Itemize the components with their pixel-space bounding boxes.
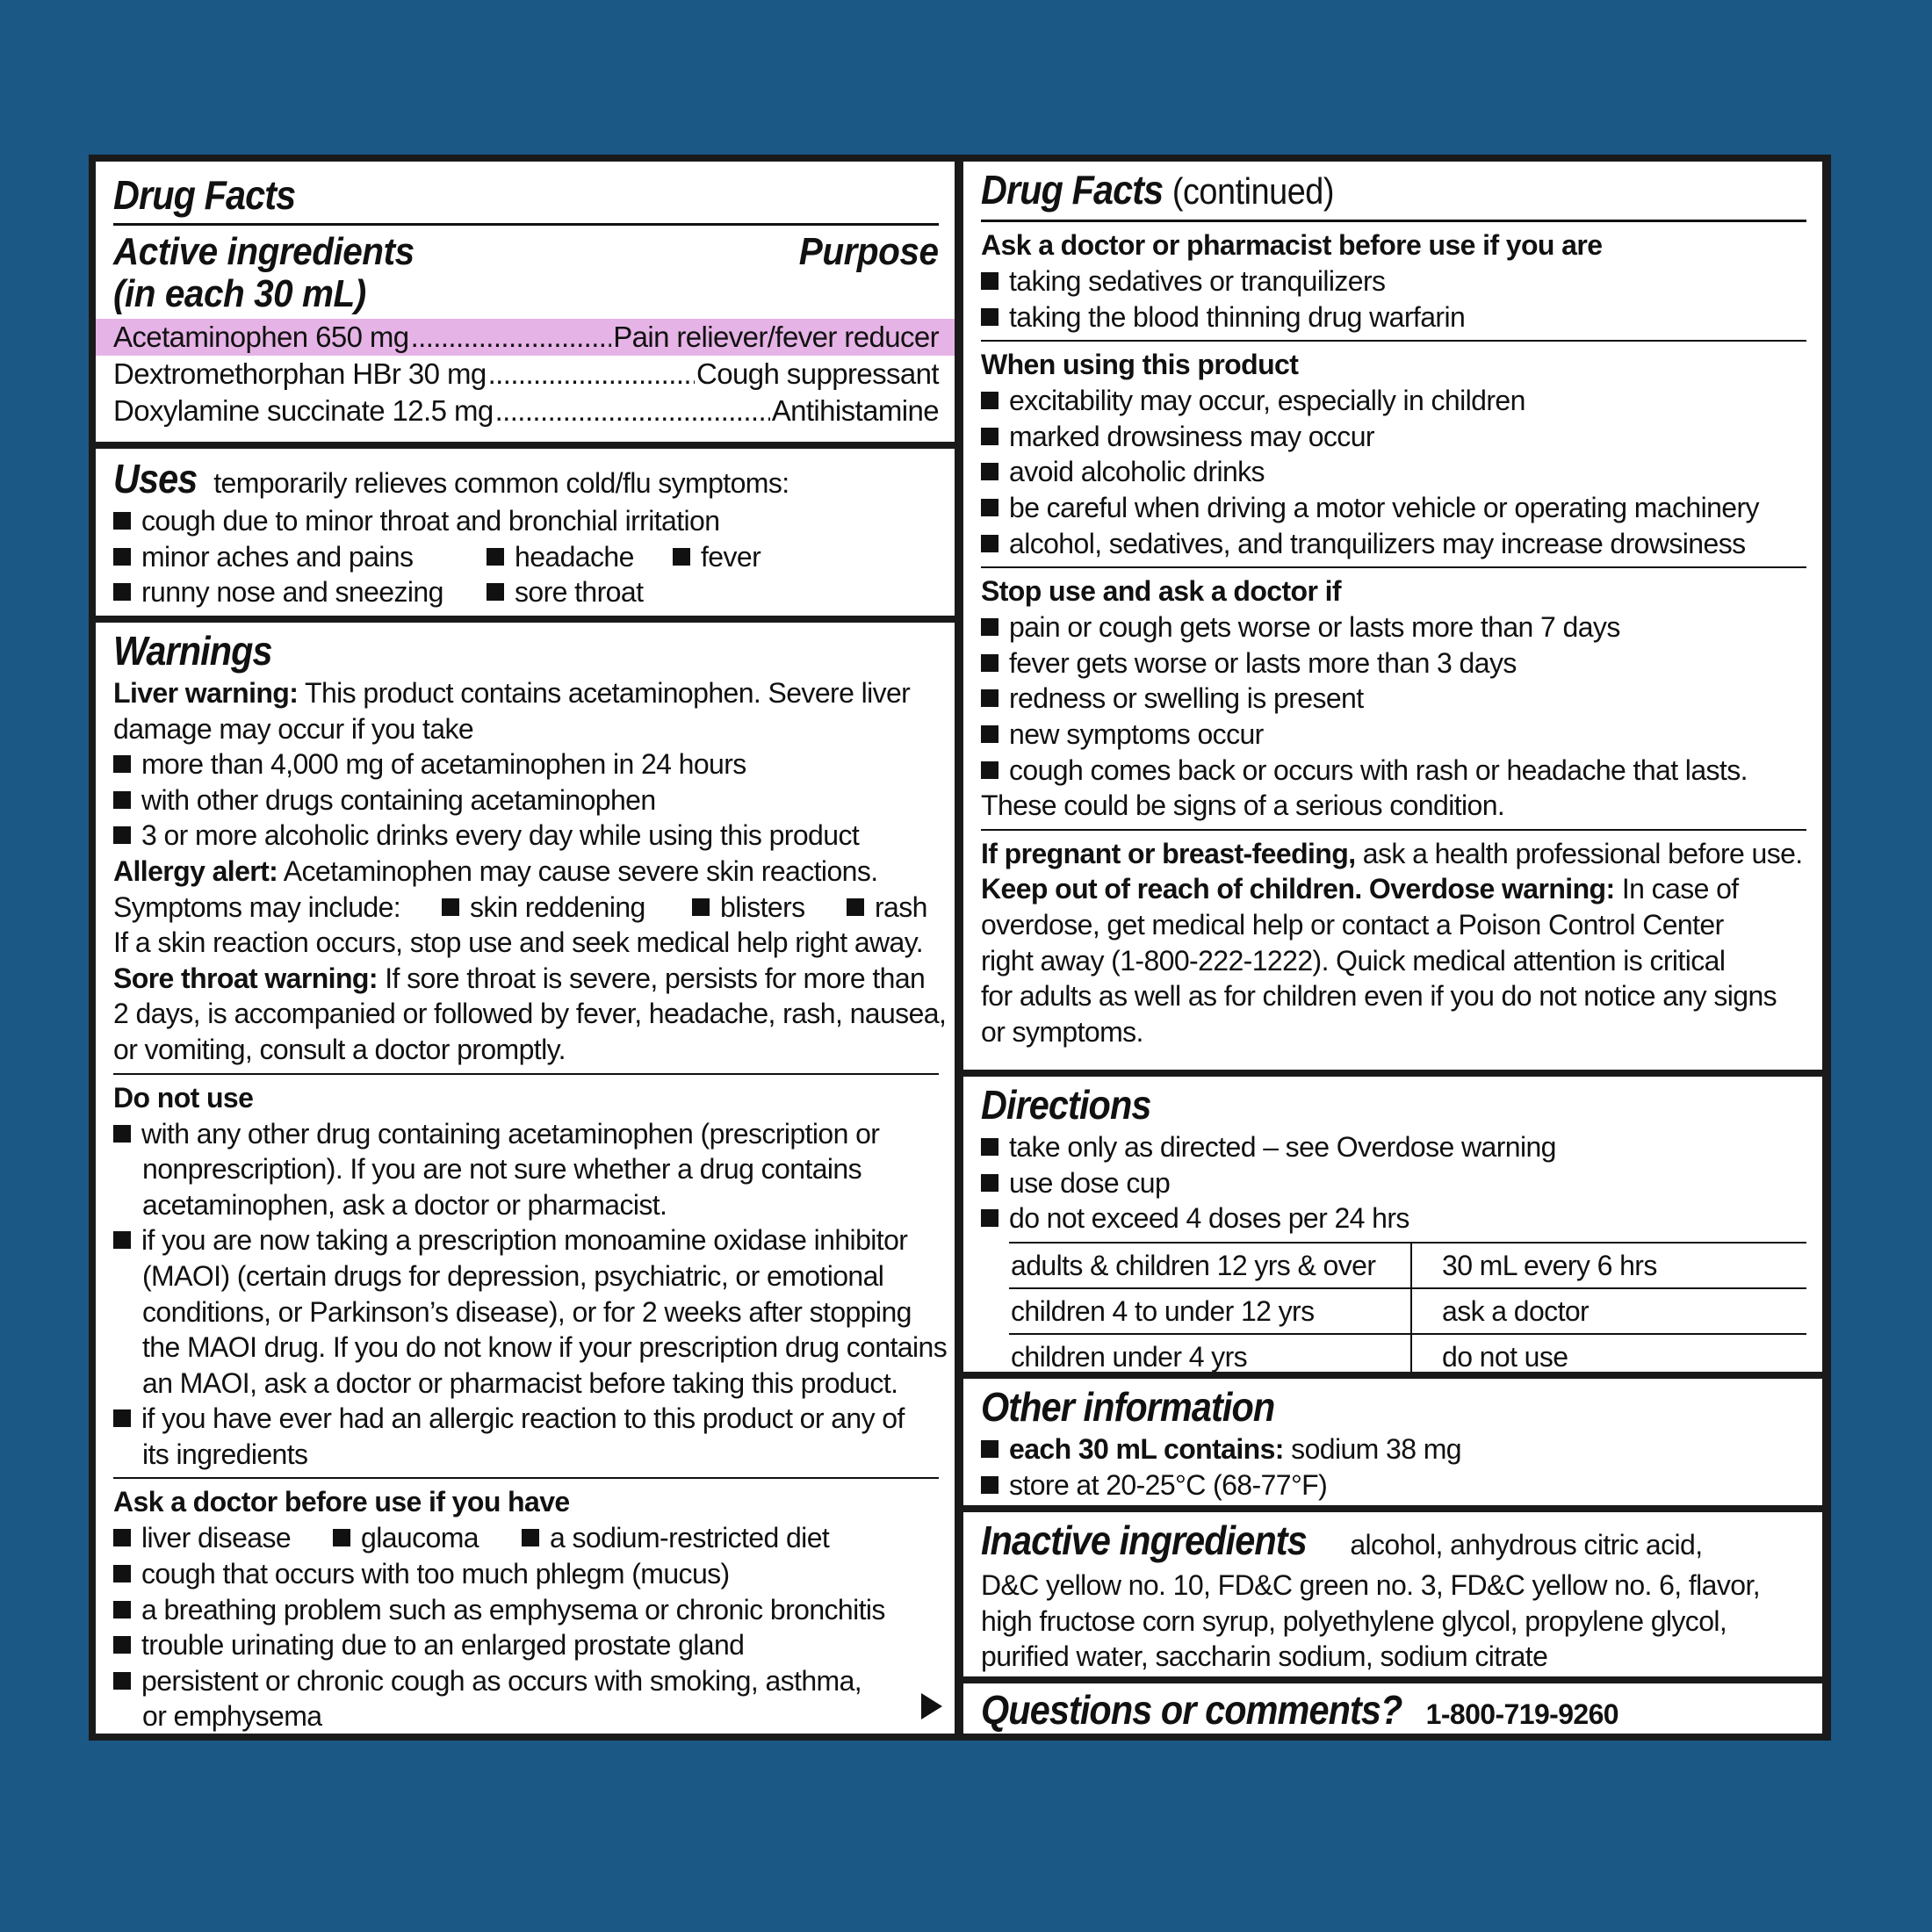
divider [981,340,1806,342]
list-item: taking the blood thinning drug warfarin [981,299,1806,335]
allergy-alert-label: Allergy alert: [113,854,278,887]
other-information-heading: Other information [981,1384,1275,1430]
inactive-ingredients-heading: Inactive ingredients [981,1517,1307,1563]
uses-intro: temporarily relieves common cold/flu symptoms: [213,467,789,499]
ingredient-name: Acetaminophen 650 mg [113,321,409,353]
drug-facts-title: Drug Facts [113,172,296,218]
divider [981,220,1806,222]
when-using-heading: When using this product [981,349,1299,381]
active-ingredients-subheading: (in each 30 mL) [113,272,366,315]
list-item: trouble urinating due to an enlarged prostate gland [113,1627,939,1663]
list-item: cough due to minor throat and bronchial irritation [113,503,939,539]
ingredient-purpose: Cough suppressant [696,357,939,390]
warnings-box: Warnings Liver warning: This product contains acetaminophen. Severe liver damage may occur if you take more than 4,000 mg of acetaminophen in 24 hours with other drugs containing acetaminophen 3 or more alcoholic drinks every day while using this product Allergy alert: Acetaminophen may cause severe skin reactions. Symptoms may include: skin reddening blisters rash If a skin reaction occurs, stop use and seek medical help right away. Sore throat warning: If sore throat is severe, persists for more than 2 days, is accompanied or followed by fever, headache, rash, nausea, or vomiting, consult a doctor promptly. Do not use with any other drug containing acetaminophen (prescription or nonprescription). If you are not sure whether a drug contains acetaminophen, ask a doctor or pharmacist. if you are now taking a prescription monoamine oxidase inhibitor (MAOI) (certain drugs for depression, psychiatric, or emotional conditions, or Parkinson’s disease), or for 2 weeks after stopping the MAOI drug. If you do not know if your prescription drug contains an MAOI, ask a doctor or pharmacist before taking this product. if you have ever had an allergic reaction to this product or any of its ingredients Ask a doctor before use if you have liver disease glaucoma a sodium-restricted diet cough that occurs with too much phlegm (mucus) a breathing problem such as emphysema or chronic bronchitis trouble urinating due to an enlarged prostate gland persistent or chronic cough as occurs with smoking, asthma, or emphysema [96,623,955,1734]
list-item: do not exceed 4 doses per 24 hrs [981,1200,1806,1236]
sore-throat-label: Sore throat warning: [113,962,378,994]
list-item: with other drugs containing acetaminophen [113,782,939,818]
keep-out-label: Keep out of reach of children. Overdose warning: [981,873,1615,905]
ingredient-purpose: Antihistamine [771,394,939,427]
liver-warning-label: Liver warning: [113,677,299,709]
list-item: excitability may occur, especially in children [981,383,1806,419]
list-item: take only as directed – see Overdose warning [981,1129,1806,1165]
phone-number: 1-800-719-9260 [1425,1698,1618,1730]
directions-box [963,1077,1822,1372]
divider [981,829,1806,831]
symptoms-row: Symptoms may include: skin reddening blisters rash [113,890,927,923]
list-item: liver disease glaucoma a sodium-restricted diet [113,1520,939,1556]
divider [113,1073,939,1075]
stop-use-heading: Stop use and ask a doctor if [981,575,1341,608]
divider [113,223,939,226]
ingredient-name: Dextromethorphan HBr 30 mg [113,357,487,390]
list-item: taking sedatives or tranquilizers [981,263,1806,299]
continue-arrow-icon [921,1693,942,1719]
list-item: minor aches and pains headache fever [113,539,939,575]
warnings-heading: Warnings [113,628,272,674]
list-item: use dose cup [981,1165,1806,1201]
dosage-table [1009,1242,1806,1372]
list-item: more than 4,000 mg of acetaminophen in 24 hours [113,746,939,782]
drug-facts-continued-box: Drug Facts (continued) Ask a doctor or pharmacist before use if you are taking sedatives or tranquilizers taking the blood thinning drug warfarin When using this product excitability may occur, especially in children marked drowsiness may occur avoid alcoholic drinks be careful when driving a motor vehicle or operating machinery alcohol, sedatives, and tranquilizers may increase drowsiness Stop use and ask a doctor if pain or cough gets worse or lasts more than 7 days fever gets worse or lasts more than 3 days redness or swelling is present new symptoms occur cough comes back or occurs with rash or headache that lasts. These could be signs of a serious condition. If pregnant or breast-feeding, ask a health professional before use. Keep out of reach of children. Overdose warning: In case of overdose, get medical help or contact a Poison Control Center right away (1-800-222-1222). Quick medical attention is critical for adults as well as for children even if you do not notice any signs or symptoms. [963,162,1822,1070]
list-item: avoid alcoholic drinks [981,454,1806,490]
other-information-box [963,1379,1822,1505]
list-item: pain or cough gets worse or lasts more than 7 days [981,609,1806,645]
questions-box [963,1683,1822,1734]
ingredient-row [96,319,955,356]
ask-doctor-heading: Ask a doctor before use if you have [113,1486,570,1518]
list-item: runny nose and sneezing sore throat [113,574,939,610]
list-item: marked drowsiness may occur [981,419,1806,455]
table-row: adults & children 12 yrs & over 30 mL every 6 hrs [1009,1243,1806,1288]
ingredient-row [96,393,955,429]
list-item: a breathing problem such as emphysema or chronic bronchitis [113,1592,939,1628]
list-item: store at 20-25°C (68-77°F) [981,1467,1806,1503]
active-ingredients-box [96,162,955,442]
ingredient-purpose: Pain reliever/fever reducer [613,321,939,353]
list-item: 3 or more alcoholic drinks every day while using this product [113,818,939,854]
drug-facts-continued-title: Drug Facts (continued) [981,167,1335,213]
drug-facts-panel [89,155,1831,1741]
list-item: fever gets worse or lasts more than 3 days [981,645,1806,681]
list-item: with any other drug containing acetaminophen (prescription or [113,1116,939,1152]
table-row: children 4 to under 12 yrs ask a doctor [1009,1288,1806,1334]
list-item: persistent or chronic cough as occurs with smoking, asthma, [113,1663,939,1699]
list-item: each 30 mL contains: sodium 38 mg [981,1431,1806,1467]
ask-pharmacist-heading: Ask a doctor or pharmacist before use if you are [981,229,1603,261]
ingredient-row [96,356,955,393]
list-item: redness or swelling is present [981,681,1806,717]
directions-heading: Directions [981,1082,1151,1128]
list-item: if you have ever had an allergic reaction to this product or any of [113,1401,939,1437]
do-not-use-heading: Do not use [113,1081,254,1114]
right-column [963,162,1822,1734]
divider [981,566,1806,568]
list-item: new symptoms occur [981,717,1806,753]
uses-heading: Uses [113,456,198,501]
questions-heading: Questions or comments? [981,1687,1402,1733]
active-ingredients-heading: Active ingredients [113,230,415,273]
inactive-ingredients-box: Inactive ingredients alcohol, anhydrous citric acid, D&C yellow no. 10, FD&C green no. 3, FD&C yellow no. 6, flavor, high fructose corn syrup, polyethylene glycol, propylene glycol, purified water, saccharin sodium, sodium citrate [963,1512,1822,1676]
ingredient-name: Doxylamine succinate 12.5 mg [113,394,494,427]
uses-box [96,449,955,616]
list-item: if you are now taking a prescription monoamine oxidase inhibitor [113,1222,939,1258]
list-item: cough that occurs with too much phlegm (mucus) [113,1556,939,1592]
pregnant-label: If pregnant or breast-feeding, [981,837,1356,869]
table-row: children under 4 yrs do not use [1009,1334,1806,1372]
purpose-heading: Purpose [799,230,939,273]
divider [113,1477,939,1479]
list-item: be careful when driving a motor vehicle or operating machinery [981,490,1806,526]
list-item: cough comes back or occurs with rash or headache that lasts. [981,753,1806,789]
list-item: alcohol, sedatives, and tranquilizers may increase drowsiness [981,526,1806,562]
left-column [96,162,955,1734]
